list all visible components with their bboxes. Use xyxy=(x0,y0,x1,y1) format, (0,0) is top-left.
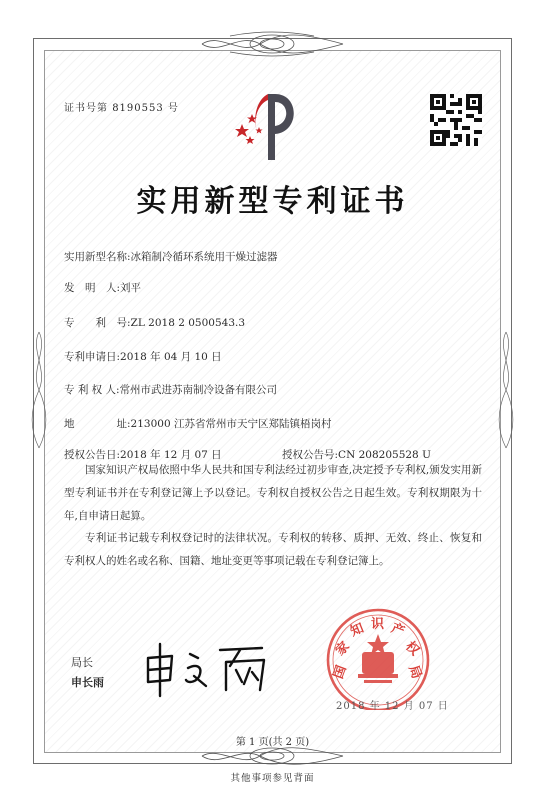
field-filing-date xyxy=(64,349,222,364)
official-title: 局长 xyxy=(71,656,93,669)
field-label: 授权公告号: xyxy=(282,449,339,461)
seal-char: 国 xyxy=(331,663,350,681)
seal-date: 2018 年 12 月 07 日 xyxy=(336,701,449,712)
field-value: ZL 2018 2 0500543.3 xyxy=(130,317,246,329)
field-patentee xyxy=(64,382,277,397)
left-ornament xyxy=(30,330,48,450)
field-value: 刘平 xyxy=(120,282,142,294)
field-utility-model-name xyxy=(64,249,278,264)
field-label: 授权公告日: xyxy=(64,449,121,461)
certificate-number-suffix: 号 xyxy=(167,103,179,114)
field-value: 213000 江苏省常州市天宁区郑陆镇梧岗村 xyxy=(130,418,332,430)
field-address xyxy=(64,416,331,431)
field-inventor xyxy=(64,280,141,295)
field-value: 2018 年 12 月 07 日 xyxy=(120,449,222,461)
certificate-number xyxy=(64,99,179,114)
field-value: 常州市武进苏南制冷设备有限公司 xyxy=(119,384,278,396)
signature-icon xyxy=(140,640,290,700)
seal-char: 识 xyxy=(371,617,385,632)
field-label: 专 利 号: xyxy=(64,317,131,329)
certificate-title: 实用新型专利证书 xyxy=(136,184,409,219)
seal-char: 局 xyxy=(405,663,424,681)
field-label: 发 明 人: xyxy=(64,282,121,294)
field-label: 专利申请日: xyxy=(64,351,121,363)
top-ornament xyxy=(200,30,345,58)
footer-note: 其他事项参见背面 xyxy=(230,773,315,784)
field-value: 冰箱制冷循环系统用干燥过滤器 xyxy=(130,251,278,263)
qr-code-icon xyxy=(430,94,482,146)
seal-char: 产 xyxy=(388,620,407,640)
page-number: 第 1 页(共 2 页) xyxy=(235,737,310,748)
field-label: 实用新型名称: xyxy=(64,251,131,263)
cnipa-logo-icon xyxy=(228,90,308,162)
body-paragraph-2: 专利证书记载专利权登记时的法律状况。专利权的转移、质押、无效、终止、恢复和专利权人的姓名或名称、国籍、地址变更等事项记载在专利登记簿上。 xyxy=(64,532,482,567)
certificate-number-label: 证书号第 xyxy=(64,103,108,114)
field-value: 2018 年 04 月 10 日 xyxy=(120,351,222,363)
right-ornament xyxy=(497,330,515,450)
field-label: 地 址: xyxy=(64,418,131,430)
seal-char: 家 xyxy=(333,639,353,659)
field-value: CN 208205528 U xyxy=(338,449,431,461)
certificate-number-value: 8190553 xyxy=(112,103,164,114)
seal-char: 知 xyxy=(348,620,367,640)
field-label: 专 利 权 人: xyxy=(64,384,120,396)
seal-text xyxy=(318,600,438,710)
body-paragraph-1: 国家知识产权局依照中华人民共和国专利法经过初步审查,决定授予专利权,颁发实用新型专利证书并在专利登记簿上予以登记。专利权自授权公告之日起生效。专利权期限为十年,自申请日起算。 xyxy=(64,464,482,522)
official-name: 申长雨 xyxy=(71,676,104,689)
seal-char: 权 xyxy=(402,639,422,659)
field-patent-number xyxy=(64,315,245,330)
